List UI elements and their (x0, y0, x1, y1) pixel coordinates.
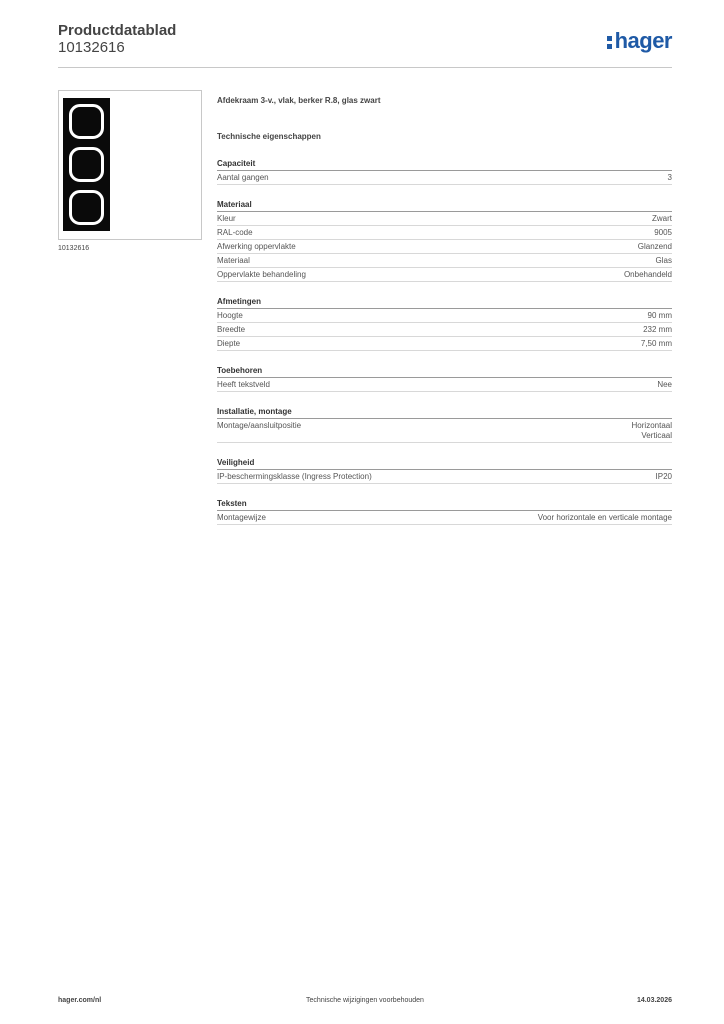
footer-date: 14.03.2026 (636, 997, 672, 1004)
frame-opening (69, 147, 104, 182)
spec-section (217, 457, 672, 484)
product-name: Afdekraam 3-v., vlak, berker R.8, glas zwart (217, 96, 381, 105)
spec-label: Materiaal (217, 256, 250, 265)
spec-sections (217, 158, 672, 525)
spec-value (654, 228, 672, 238)
spec-value (668, 173, 672, 183)
spec-label: Montage/aansluitpositie (217, 421, 302, 430)
spec-value-line: IP20 (655, 472, 672, 481)
spec-value-line: Glanzend (637, 242, 672, 251)
spec-value-line: Voor horizontale en verticale montage (537, 513, 672, 522)
spec-label: Breedte (217, 325, 246, 334)
spec-label: Montagewijze (217, 513, 266, 522)
spec-row (217, 171, 672, 185)
spec-value-line: Glas (655, 256, 672, 265)
document-title: Productdatablad (58, 22, 177, 39)
logo-dots-icon (607, 34, 613, 50)
spec-section (217, 199, 672, 282)
spec-value-line: 9005 (654, 228, 672, 237)
image-caption: 10132616 (58, 245, 90, 252)
frame-opening (69, 190, 104, 225)
spec-row (217, 419, 672, 443)
spec-value-line: 90 mm (647, 311, 672, 320)
spec-row (217, 470, 672, 484)
spec-value-line: Horizontaal (631, 421, 672, 430)
spec-row (217, 511, 672, 525)
section-heading: Toebehoren (217, 365, 672, 378)
footer-website: hager.com/nl (58, 997, 102, 1004)
spec-row (217, 323, 672, 337)
spec-row (217, 240, 672, 254)
spec-value (656, 256, 672, 266)
spec-value (657, 380, 672, 390)
hager-logo (607, 28, 672, 54)
product-image (58, 90, 202, 240)
section-heading: Installatie, montage (217, 406, 672, 419)
spec-value (641, 339, 672, 349)
section-heading: Teksten (217, 498, 672, 511)
spec-row (217, 226, 672, 240)
spec-value-line: 3 (667, 173, 672, 182)
spec-section (217, 158, 672, 185)
spec-value-line: Zwart (652, 214, 672, 223)
spec-section (217, 365, 672, 392)
spec-label: Aantal gangen (217, 173, 269, 182)
spec-value (648, 311, 672, 321)
spec-value-line: Nee (657, 380, 672, 389)
product-code: 10132616 (58, 39, 125, 56)
spec-value (652, 214, 672, 224)
spec-value-line: Verticaal (641, 431, 672, 440)
spec-label: Oppervlakte behandeling (217, 270, 306, 279)
frame-opening (69, 104, 104, 139)
spec-section (217, 498, 672, 525)
document-footer (58, 997, 672, 1011)
footer-disclaimer: Technische wijzigingen voorbehouden (306, 997, 424, 1004)
logo-text: hager (614, 28, 672, 53)
spec-row (217, 378, 672, 392)
spec-value (638, 242, 672, 252)
product-specs (217, 96, 672, 525)
spec-value-line: 232 mm (643, 325, 672, 334)
section-heading: Materiaal (217, 199, 672, 212)
spec-row (217, 254, 672, 268)
spec-label: IP-beschermingsklasse (Ingress Protection) (217, 472, 372, 481)
spec-value-line: Onbehandeld (623, 270, 672, 279)
cover-frame-illustration (63, 98, 110, 231)
spec-value (632, 421, 672, 441)
spec-row (217, 309, 672, 323)
spec-row (217, 337, 672, 351)
spec-title: Technische eigenschappen (217, 132, 321, 141)
spec-section (217, 296, 672, 351)
spec-value (538, 513, 672, 523)
section-heading: Afmetingen (217, 296, 672, 309)
spec-section (217, 406, 672, 443)
spec-value (656, 472, 672, 482)
spec-label: Heeft tekstveld (217, 380, 270, 389)
spec-label: Diepte (217, 339, 241, 348)
spec-label: RAL-code (217, 228, 253, 237)
section-heading: Veiligheid (217, 457, 672, 470)
spec-row (217, 212, 672, 226)
spec-label: Afwerking oppervlakte (217, 242, 296, 251)
section-heading: Capaciteit (217, 158, 672, 171)
spec-label: Hoogte (217, 311, 243, 320)
spec-value (643, 325, 672, 335)
spec-label: Kleur (217, 214, 236, 223)
document-header (58, 20, 672, 68)
spec-value (624, 270, 672, 280)
spec-value-line: 7,50 mm (640, 339, 672, 348)
spec-row (217, 268, 672, 282)
